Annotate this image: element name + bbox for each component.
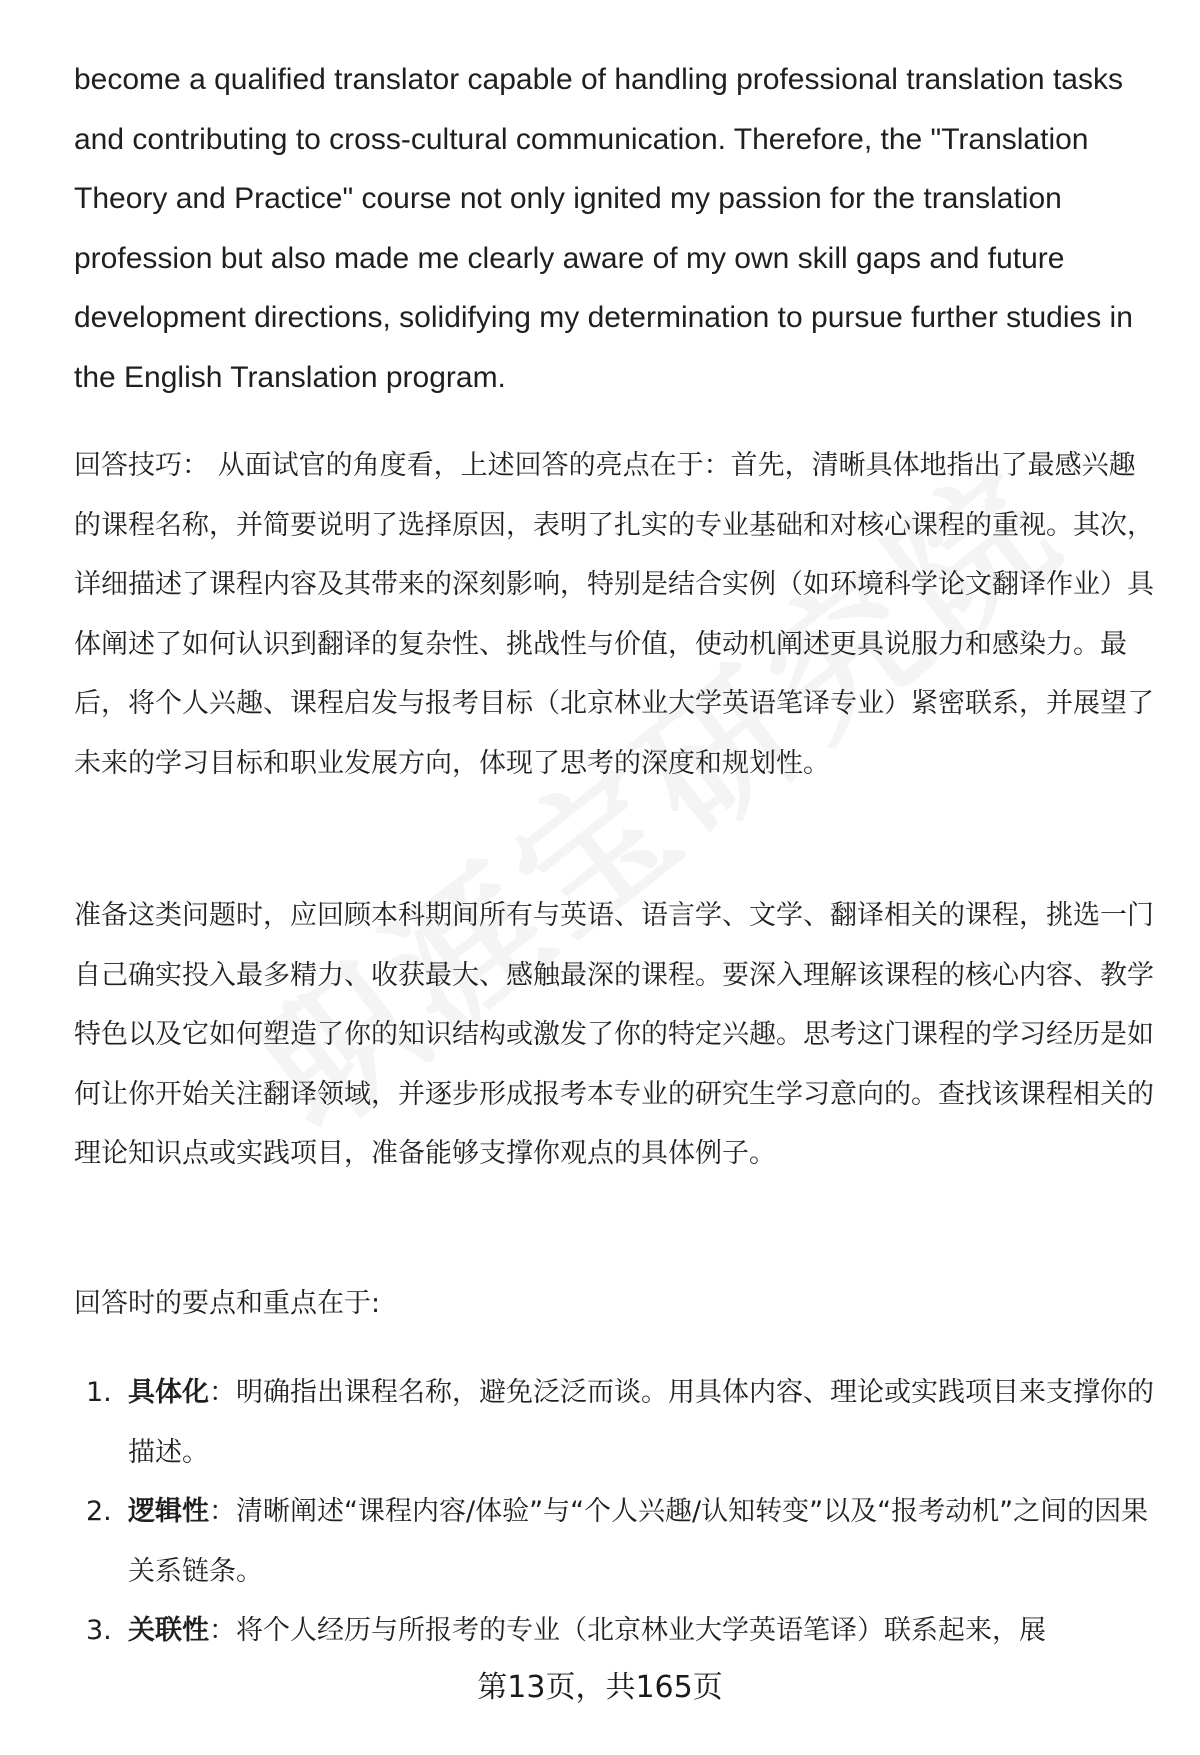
english-paragraph: become a qualified translator capable of handling professional translation tasks and contributing to cross-cultural communication. Therefore, the "Translation Theory and Practice" course not only ignited my passion for the translation profession but also made me clearly aware of my own skill gaps and future development directions, solidifying my determination to pursue further studies in the English Translation program. — [74, 63, 1133, 394]
list-text: ：清晰阐述“课程内容/体验”与“个人兴趣/认知转变”以及“报考动机”之间的因果关系链条。 — [128, 1496, 1149, 1587]
list-item — [74, 1482, 1154, 1601]
list-number: 2. — [86, 1496, 112, 1527]
list-number: 3. — [86, 1615, 112, 1646]
list-term: 具体化 — [128, 1377, 209, 1408]
list-term: 关联性 — [128, 1615, 209, 1646]
points-heading: 回答时的要点和重点在于: — [74, 1288, 381, 1319]
list-number: 1. — [86, 1377, 112, 1408]
list-text: ：将个人经历与所报考的专业（北京林业大学英语笔译）联系起来，展 — [209, 1615, 1046, 1646]
list-item — [74, 1601, 1154, 1661]
preparation-paragraph: 准备这类问题时，应回顾本科期间所有与英语、语言学、文学、翻译相关的课程，挑选一门自己确实投入最多精力、收获最大、感触最深的课程。要深入理解该课程的核心内容、教学特色以及它如何塑造了你的知识结构或激发了你的特定兴趣。思考这门课程的学习经历是如何让你开始关注翻译领域，并逐步形成报考本专业的研究生学习意向的。查找该课程相关的理论知识点或实践项目，准备能够支撑你观点的具体例子。 — [74, 900, 1154, 1169]
tips-paragraph: 回答技巧： 从面试官的角度看，上述回答的亮点在于：首先，清晰具体地指出了最感兴趣的课程名称，并简要说明了选择原因，表明了扎实的专业基础和对核心课程的重视。其次，详细描述了课程内容及其带来的深刻影响，特别是结合实例（如环境科学论文翻译作业）具体阐述了如何认识到翻译的复杂性、挑战性与价值，使动机阐述更具说服力和感染力。最后，将个人兴趣、课程启发与报考目标（北京林业大学英语笔译专业）紧密联系，并展望了未来的学习目标和职业发展方向，体现了思考的深度和规划性。 — [74, 450, 1154, 779]
key-points-list — [74, 1363, 1154, 1661]
list-text: ：明确指出课程名称，避免泛泛而谈。用具体内容、理论或实践项目来支撑你的描述。 — [128, 1377, 1154, 1468]
list-item — [74, 1363, 1154, 1482]
page-number-footer: 第13页，共165页 — [477, 1670, 723, 1705]
list-term: 逻辑性 — [128, 1496, 209, 1527]
